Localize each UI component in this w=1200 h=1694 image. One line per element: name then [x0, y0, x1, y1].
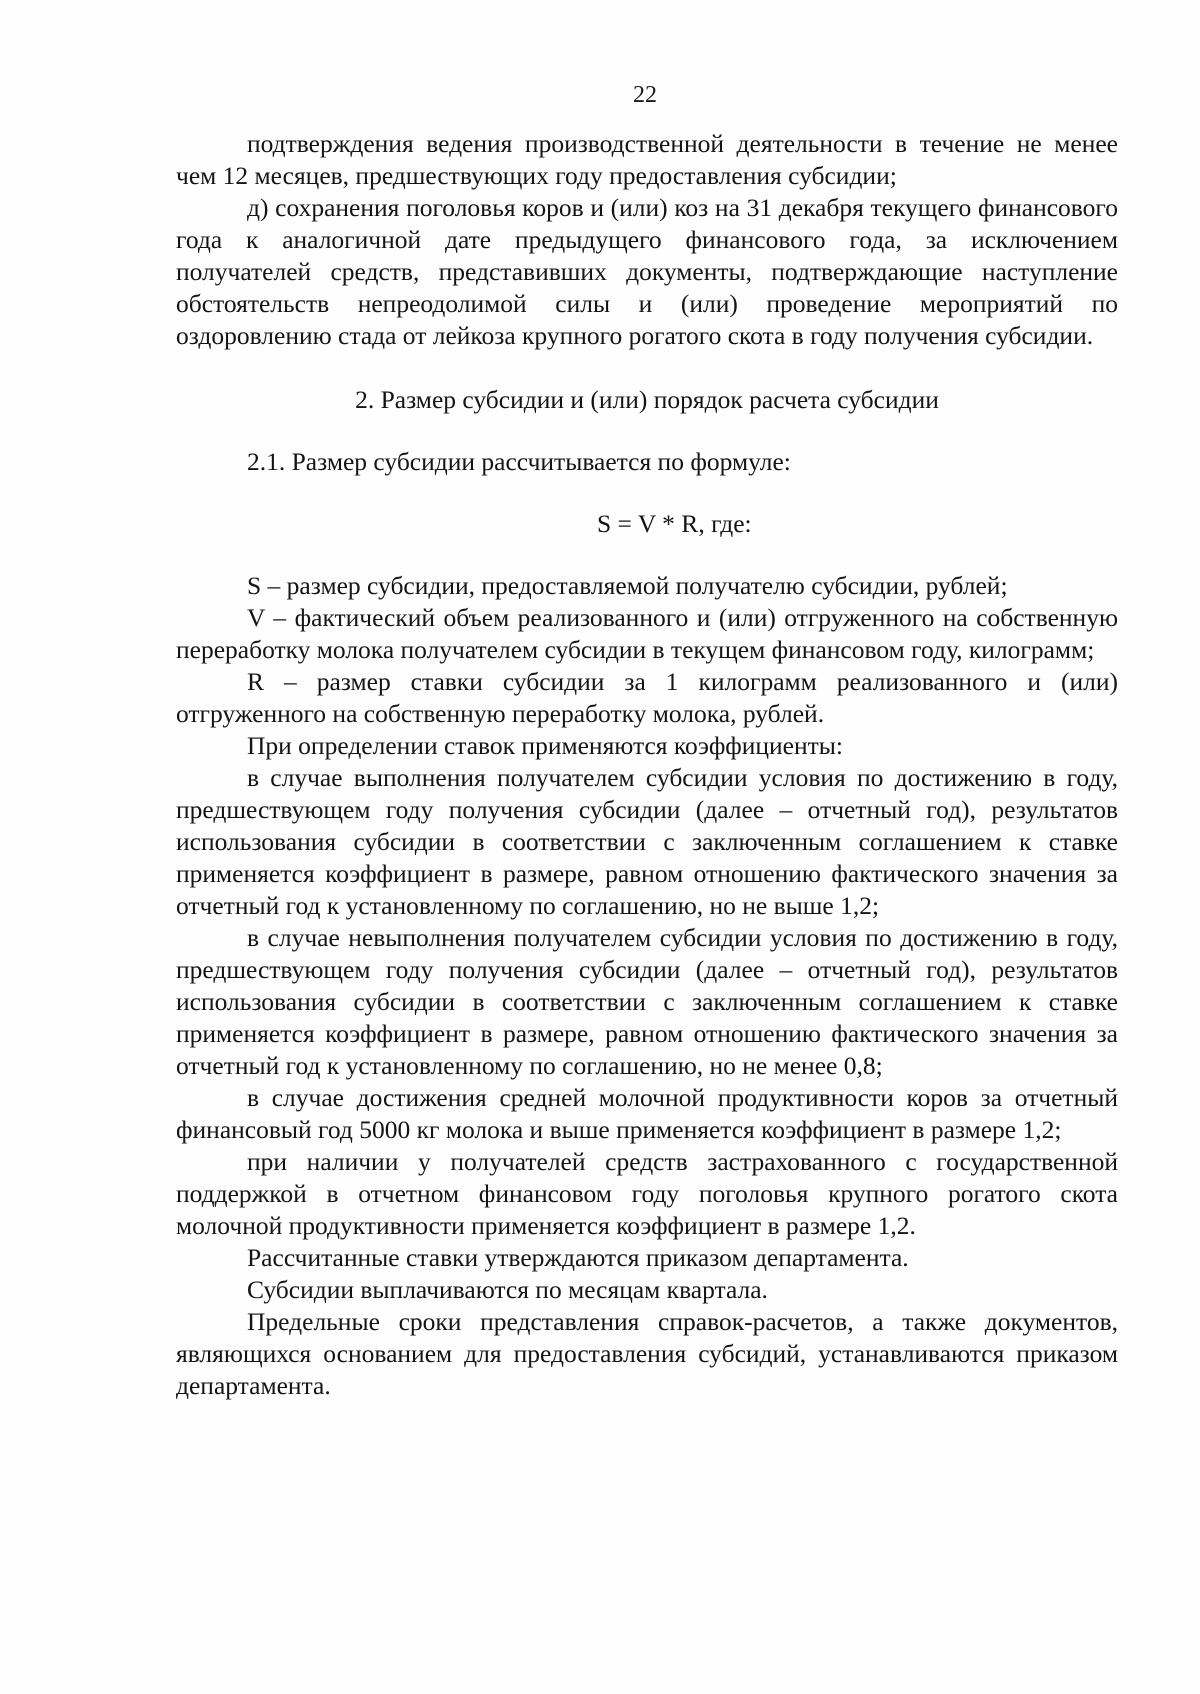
formula: S = V * R, где: [597, 509, 752, 538]
definition-r: R – размер ставки субсидии за 1 килограмм реализованного и (или) отгруженного на собственную переработку молока, рублей. [176, 667, 1118, 728]
paragraph-continuation: подтверждения ведения производственной деятельности в течение не менее чем 12 месяцев, предшествующих году предоставления субсидии; [176, 129, 1118, 190]
page-number: 22 [633, 82, 657, 108]
document-body [176, 128, 1118, 1402]
definition-v: V – фактический объем реализованного и (или) отгруженного на собственную переработку молока получателем субсидии в текущем финансовом году, килограмм; [176, 603, 1118, 664]
paragraph-coefficient-insurance: при наличии у получателей средств застрахованного с государственной поддержкой в отчетном финансовом году поголовья крупного рогатого скота молочной продуктивности применяется коэффициент в размере 1,2. [176, 1147, 1118, 1240]
paragraph-deadlines: Предельные сроки представления справок-расчетов, а также документов, являющихся основанием для предоставления субсидий, устанавливаются приказом департамента. [176, 1307, 1118, 1400]
paragraph-item-d: д) сохранения поголовья коров и (или) коз на 31 декабря текущего финансового года к аналогичной дате предыдущего финансового года, за исключением получателей средств, представивших документы, подтверждающие наступление обстоятельств непреодолимой силы и (или) проведение мероприятий по оздоровлению стада от лейкоза крупного рогатого скота в году получения субсидии. [176, 193, 1118, 350]
section-heading: 2. Размер субсидии и (или) порядок расчета субсидии [355, 385, 939, 414]
definition-s: S – размер субсидии, предоставляемой получателю субсидии, рублей; [247, 571, 1008, 600]
paragraph-rates-approval: Рассчитанные ставки утверждаются приказом департамента. [247, 1243, 909, 1272]
paragraph-payment-schedule: Субсидии выплачиваются по месяцам квартала. [247, 1275, 768, 1304]
paragraph-coefficient-unfulfilled: в случае невыполнения получателем субсидии условия по достижению в году, предшествующем году получения субсидии (далее – отчетный год), результатов использования субсидии в соответствии с заключенным соглашением к ставке применяется коэффициент в размере, равном отношению фактического значения за отчетный год к установленному по соглашению, но не менее 0,8; [176, 923, 1118, 1080]
paragraph-coefficient-productivity: в случае достижения средней молочной продуктивности коров за отчетный финансовый год 5000 кг молока и выше применяется коэффициент в размере 1,2; [176, 1083, 1118, 1144]
subsection-intro: 2.1. Размер субсидии рассчитывается по формуле: [247, 447, 791, 476]
paragraph-coefficients-intro: При определении ставок применяются коэффициенты: [247, 731, 844, 760]
paragraph-coefficient-fulfilled: в случае выполнения получателем субсидии условия по достижению в году, предшествующем году получения субсидии (далее – отчетный год), результатов использования субсидии в соответствии с заключенным соглашением к ставке применяется коэффициент в размере, равном отношению фактического значения за отчетный год к установленному по соглашению, но не выше 1,2; [176, 763, 1118, 920]
